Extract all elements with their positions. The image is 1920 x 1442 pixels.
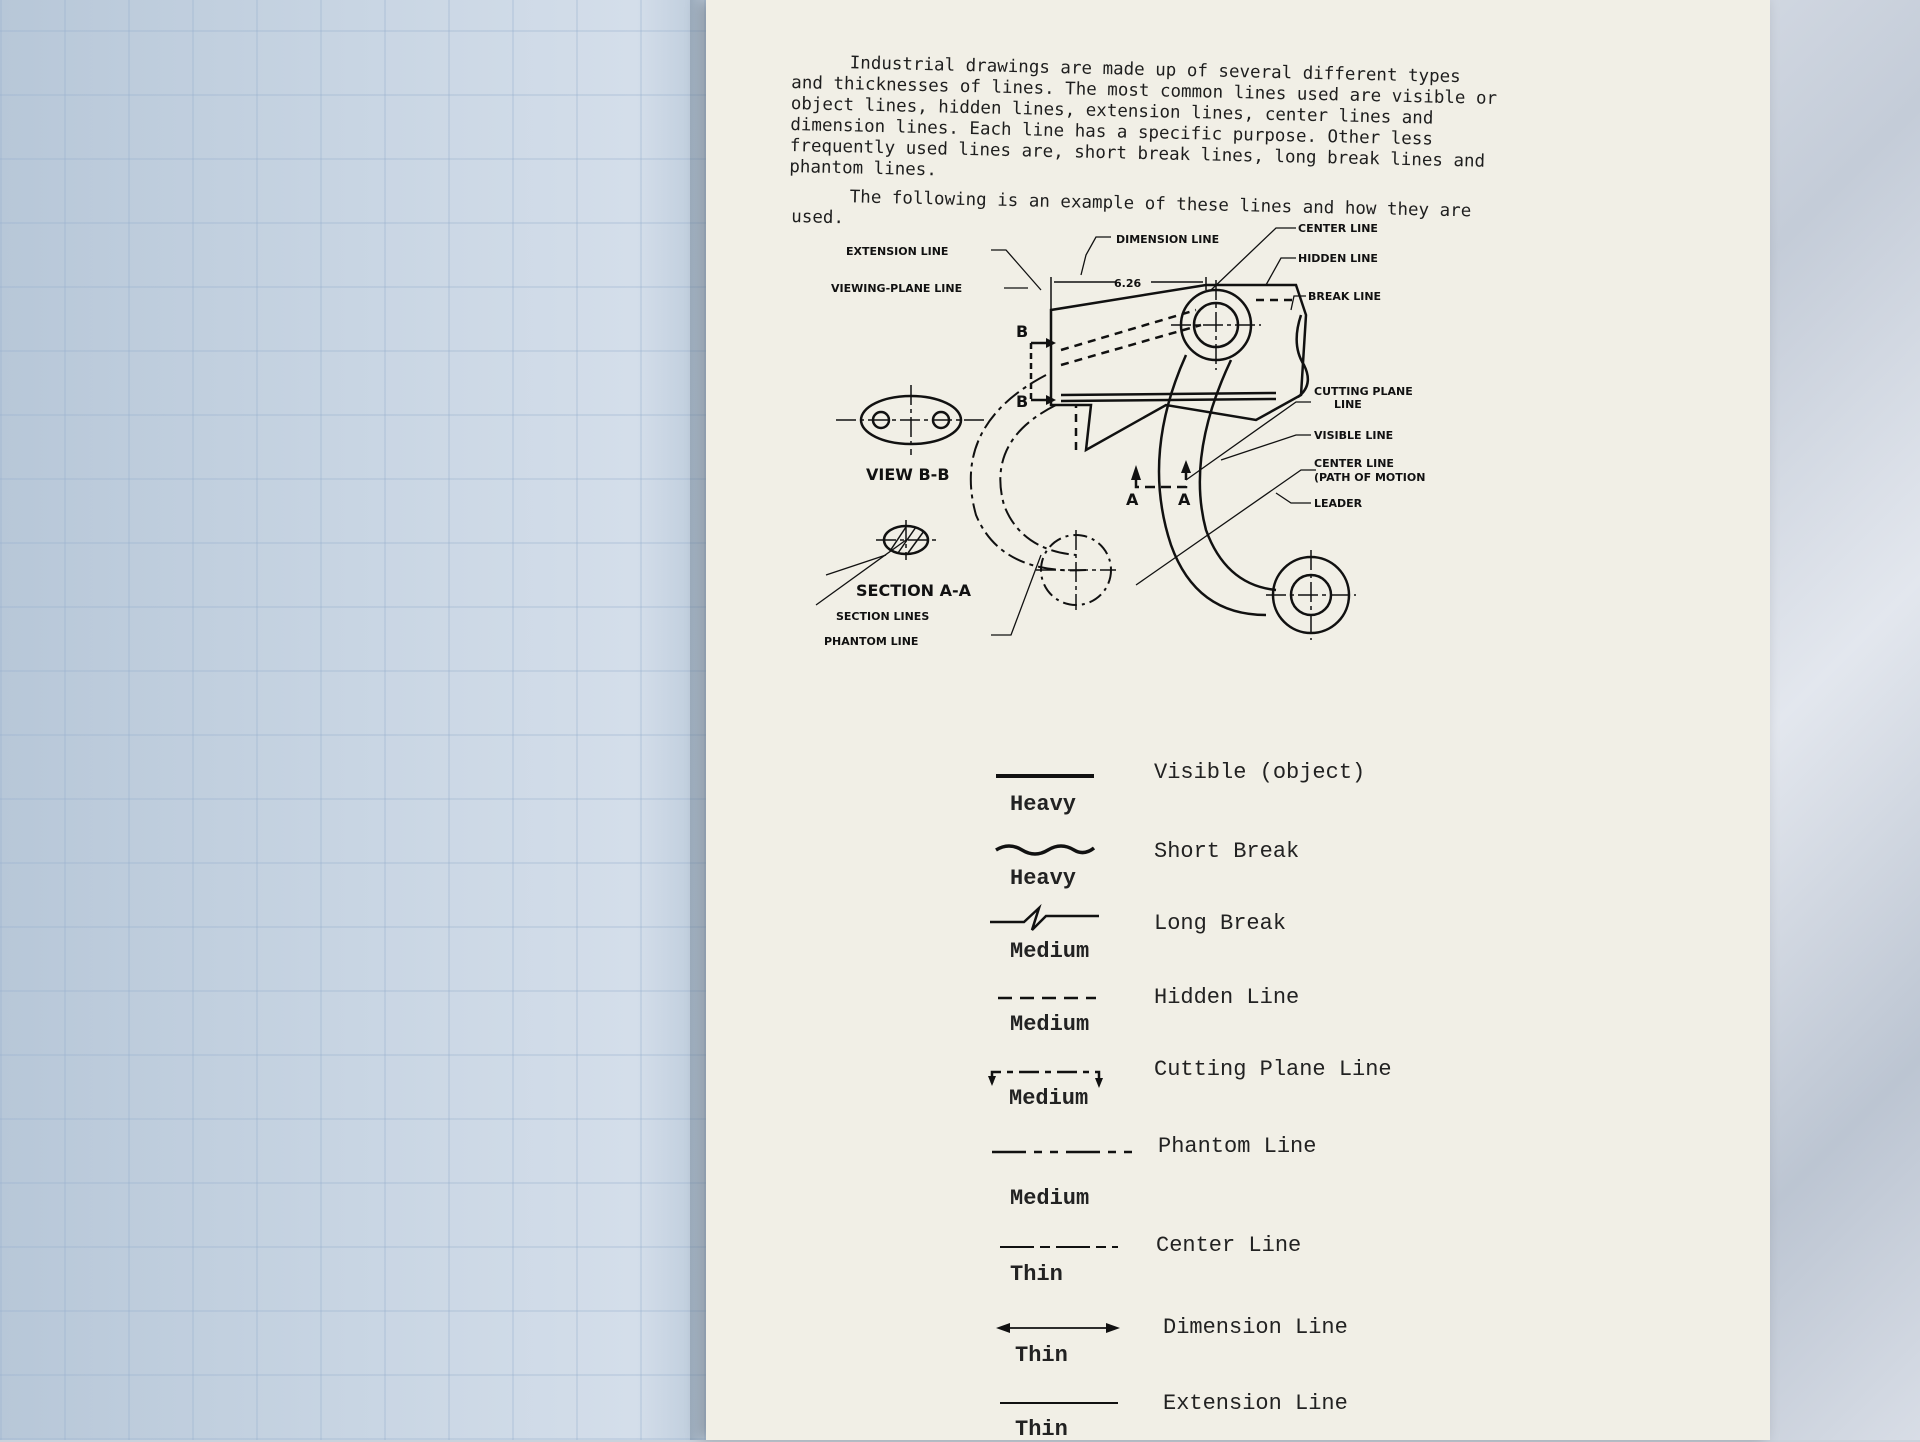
legend-name-dimension: Dimension Line [1163,1315,1348,1340]
line-types-drawing [824,222,1536,735]
letter-a-right: A [1178,490,1191,509]
example-paragraph: The following is an example of these lines and how they are used. [791,187,1472,229]
label-cutting-plane-1: CUTTING PLANE [1314,385,1413,398]
label-viewing-plane-line: VIEWING-PLANE LINE [831,282,963,295]
arrowheads [1046,338,1191,480]
label-center-line-motion-1: CENTER LINE [1314,457,1394,470]
block-outline [1051,285,1306,450]
left-page-grid-paper [0,0,706,1440]
legend-name-hidden: Hidden Line [1154,985,1300,1010]
label-center-line-motion-2: (PATH OF MOTION [1314,471,1426,484]
label-break-line: BREAK LINE [1308,290,1382,303]
label-hidden-line: HIDDEN LINE [1298,252,1378,265]
label-center-line: CENTER LINE [1298,222,1378,235]
legend-name-extension: Extension Line [1163,1391,1348,1416]
legend-name-center: Center Line [1156,1233,1302,1258]
legend-name-visible: Visible (object) [1154,760,1366,785]
legend-name-long-break: Long Break [1154,911,1287,936]
sample-cutting-plane [992,1072,1099,1083]
legend-weight-extension: Thin [1015,1417,1068,1442]
legend-name-cutting-plane: Cutting Plane Line [1154,1057,1392,1082]
label-section-a-a: SECTION A-A [856,581,972,600]
legend-weight-long-break: Medium [1010,939,1090,964]
legend-weight-cutting-plane: Medium [1009,1086,1089,1111]
label-dimension-line: DIMENSION LINE [1116,233,1220,246]
label-section-lines: SECTION LINES [836,610,930,623]
legend-weight-phantom: Medium [1010,1186,1090,1211]
intro-paragraph: Industrial drawings are made up of several different types and thicknesses of lines. The most common lines used are visible or object lines, hidden lines, extension lines, center lines and dimension lines. Each line has a specific purpose. Other less frequently used lines are, short break lines, long break lines and phantom lines. [789,53,1498,181]
sample-short-break [996,846,1094,854]
legend-weight-dimension: Thin [1015,1343,1068,1368]
label-extension-line: EXTENSION LINE [846,245,949,258]
letter-b-top: B [1016,322,1029,341]
label-cutting-plane-2: LINE [1334,398,1362,411]
legend-weight-visible: Heavy [1010,792,1077,817]
legend-name-phantom: Phantom Line [1158,1134,1317,1159]
legend-weight-center: Thin [1010,1262,1063,1287]
letter-b-bottom: B [1016,392,1029,411]
label-view-b-b: VIEW B-B [866,465,950,484]
right-page [706,0,1770,1440]
dimension-value: 6.26 [1114,277,1142,290]
label-visible-line: VISIBLE LINE [1314,429,1394,442]
label-leader: LEADER [1314,497,1363,510]
letter-a-left: A [1126,490,1139,509]
legend-name-short-break: Short Break [1154,839,1300,864]
sample-long-break [990,908,1099,930]
legend-weight-hidden: Medium [1010,1012,1090,1037]
legend-weight-short-break: Heavy [1010,866,1077,891]
label-phantom-line: PHANTOM LINE [824,635,919,648]
